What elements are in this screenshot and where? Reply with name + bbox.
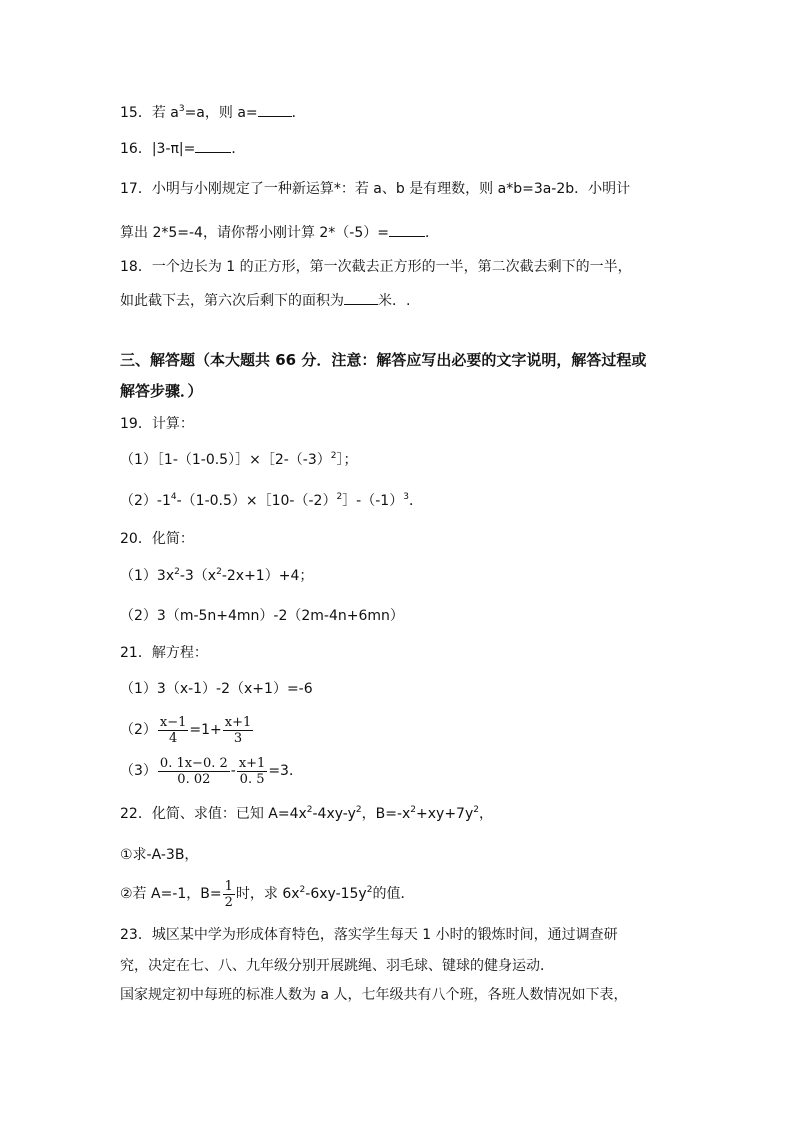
q22-l1-c: ，B=-x (361, 806, 411, 822)
q17-line2-text: 算出 2*5=-4，请你帮小刚计算 2*（-5）= (120, 225, 390, 241)
fraction-denominator: 0. 5 (239, 771, 265, 787)
q15-text-pre: 15．若 a (120, 105, 179, 121)
q22-p2-exp-1: 2 (299, 885, 306, 895)
q18-line2-text: 如此截下去，第六次后剩下的面积为 (120, 293, 344, 309)
q18-line2-end: 米．. (378, 293, 411, 309)
q21-p3-fraction-1 (158, 756, 230, 787)
q21-p3-mid: - (230, 763, 236, 779)
q20-p1-b: -3（x (179, 568, 217, 584)
fraction-denominator: 2 (224, 894, 233, 910)
q23-line3-text: 国家规定初中每班的标准人数为 a 人，七年级共有八个班，各班人数情况如下表， (120, 987, 628, 1003)
q19-p2-a: （2）-1 (120, 493, 171, 509)
question-18-line-2 (120, 290, 410, 311)
question-21-title (120, 643, 208, 663)
question-22-line-1 (120, 804, 493, 824)
q22-l1-exp-2: 2 (355, 805, 362, 815)
q19-p2-b: -（1-0.5）×［10-（-2） (176, 493, 337, 509)
question-22-part-1 (120, 845, 198, 865)
question-21-part-3 (120, 754, 303, 788)
q21-p2-mid: =1+ (189, 722, 222, 738)
fraction-numerator: 0. 1x−0. 2 (159, 755, 228, 771)
q22-p2-a: ②若 A=-1，B= (120, 886, 222, 902)
question-19-part-2 (120, 491, 423, 511)
q21-p2-fraction-1 (158, 715, 189, 746)
q21-p2-label: （2） (120, 722, 157, 738)
question-16 (120, 138, 245, 159)
q16-text-end: ． (231, 141, 246, 157)
question-21-part-2 (120, 713, 254, 747)
q23-line2-text: 究，决定在七、八、九年级分别开展跳绳、羽毛球、键球的健身运动． (120, 958, 554, 974)
q22-l1-exp-4: 2 (473, 805, 479, 815)
fraction-denominator: 0. 02 (177, 771, 211, 787)
q21-p1-text: （1）3（x-1）-2（x+1）=-6 (120, 681, 313, 697)
q22-l1-e: ， (478, 806, 493, 822)
q21-p3-end: =3． (268, 763, 303, 779)
q19-title-text: 19．计算： (120, 416, 194, 432)
q19-p2-exp-1: 4 (170, 492, 177, 502)
q23-line1-text: 23．城区某中学为形成体育特色，落实学生每天 1 小时的锻炼时间，通过调查研 (120, 927, 618, 943)
question-17-line-1 (120, 179, 630, 199)
q21-p3-label: （3） (120, 763, 157, 779)
q22-p1-text: ①求-A-3B， (120, 847, 199, 863)
q19-p1-a: （1）［1-（1-0.5）］×［2-（-3） (120, 452, 331, 468)
question-22-part-2 (120, 877, 414, 911)
q15-exponent: 3 (178, 104, 185, 114)
question-19-title (120, 414, 194, 434)
q22-l1-exp-1: 2 (306, 805, 313, 815)
question-17-line-2 (120, 222, 439, 243)
fraction-numerator: x+1 (238, 755, 266, 771)
q17-answer-blank[interactable] (389, 222, 425, 237)
question-23-line-3 (120, 985, 627, 1005)
q17-line1-text: 17．小明与小刚规定了一种新运算*：若 a、b 是有理数，则 a*b=3a-2b．小明计 (120, 181, 631, 197)
q22-p2-c: -6xy-15y (305, 886, 367, 902)
q21-title-text: 21．解方程： (120, 645, 208, 661)
q16-answer-blank[interactable] (195, 138, 231, 153)
fraction-numerator: x+1 (224, 714, 252, 730)
q20-title-text: 20．化简： (120, 531, 194, 547)
q20-p1-c: -2x+1）+4； (221, 568, 314, 584)
q18-line1-text: 18．一个边长为 1 的正方形，第一次截去正方形的一半，第二次截去剩下的一半， (120, 259, 632, 275)
q19-p1-exponent: 2 (330, 451, 337, 461)
q22-l1-d: +xy+7y (416, 806, 474, 822)
q20-p1-a: （1）3x (120, 568, 175, 584)
q19-p2-exp-3: 3 (403, 492, 409, 502)
fraction-denominator: 4 (169, 730, 178, 746)
q20-p2-text: （2）3（m-5n+4mn）-2（2m-4n+6mn） (120, 608, 404, 624)
q21-p3-fraction-2 (237, 756, 268, 787)
question-19-part-1 (120, 450, 357, 470)
fraction-denominator: 3 (233, 730, 243, 746)
q15-answer-blank[interactable] (258, 102, 292, 117)
section-3-heading-text-2: 解答步骤．） (120, 382, 203, 400)
fraction-numerator: 1 (224, 878, 233, 894)
q22-p2-fraction (223, 879, 235, 910)
q22-l1-b: -4xy-y (312, 806, 356, 822)
q22-l1-a: 22．化简、求值：已知 A=4x (120, 806, 307, 822)
q19-p2-exp-2: 2 (336, 492, 343, 502)
q19-p2-c: ］-（-1） (342, 493, 404, 509)
question-18-line-1 (120, 257, 632, 277)
q20-p1-exp-2: 2 (216, 567, 222, 577)
q15-text-mid: =a，则 a= (184, 105, 258, 121)
section-3-heading-line-2 (120, 381, 203, 401)
q16-text-pre: 16．|3-π|= (120, 141, 196, 157)
q19-p2-d: ． (408, 493, 423, 509)
q22-p2-exp-2: 2 (366, 885, 373, 895)
q22-p2-d: 的值． (372, 886, 415, 902)
question-20-part-1 (120, 566, 313, 586)
section-3-heading-line-1 (120, 350, 646, 370)
question-15 (120, 102, 306, 123)
q19-p1-b: ］； (336, 452, 358, 468)
q22-l1-exp-3: 2 (410, 805, 417, 815)
question-23-line-2 (120, 956, 554, 976)
q17-line2-end: ． (425, 225, 440, 241)
question-20-title (120, 529, 194, 549)
question-23-line-1 (120, 925, 618, 945)
q22-p2-b: 时，求 6x (235, 886, 300, 902)
q15-text-end: ． (291, 105, 306, 121)
question-21-part-1 (120, 679, 313, 699)
fraction-numerator: x−1 (159, 714, 187, 730)
q20-p1-exp-1: 2 (174, 567, 180, 577)
q21-p2-fraction-2 (223, 715, 254, 746)
question-20-part-2 (120, 606, 404, 626)
section-3-heading-text-1: 三、解答题（本大题共 66 分．注意：解答应写出必要的文字说明，解答过程或 (120, 351, 647, 369)
q18-answer-blank[interactable] (344, 290, 378, 305)
